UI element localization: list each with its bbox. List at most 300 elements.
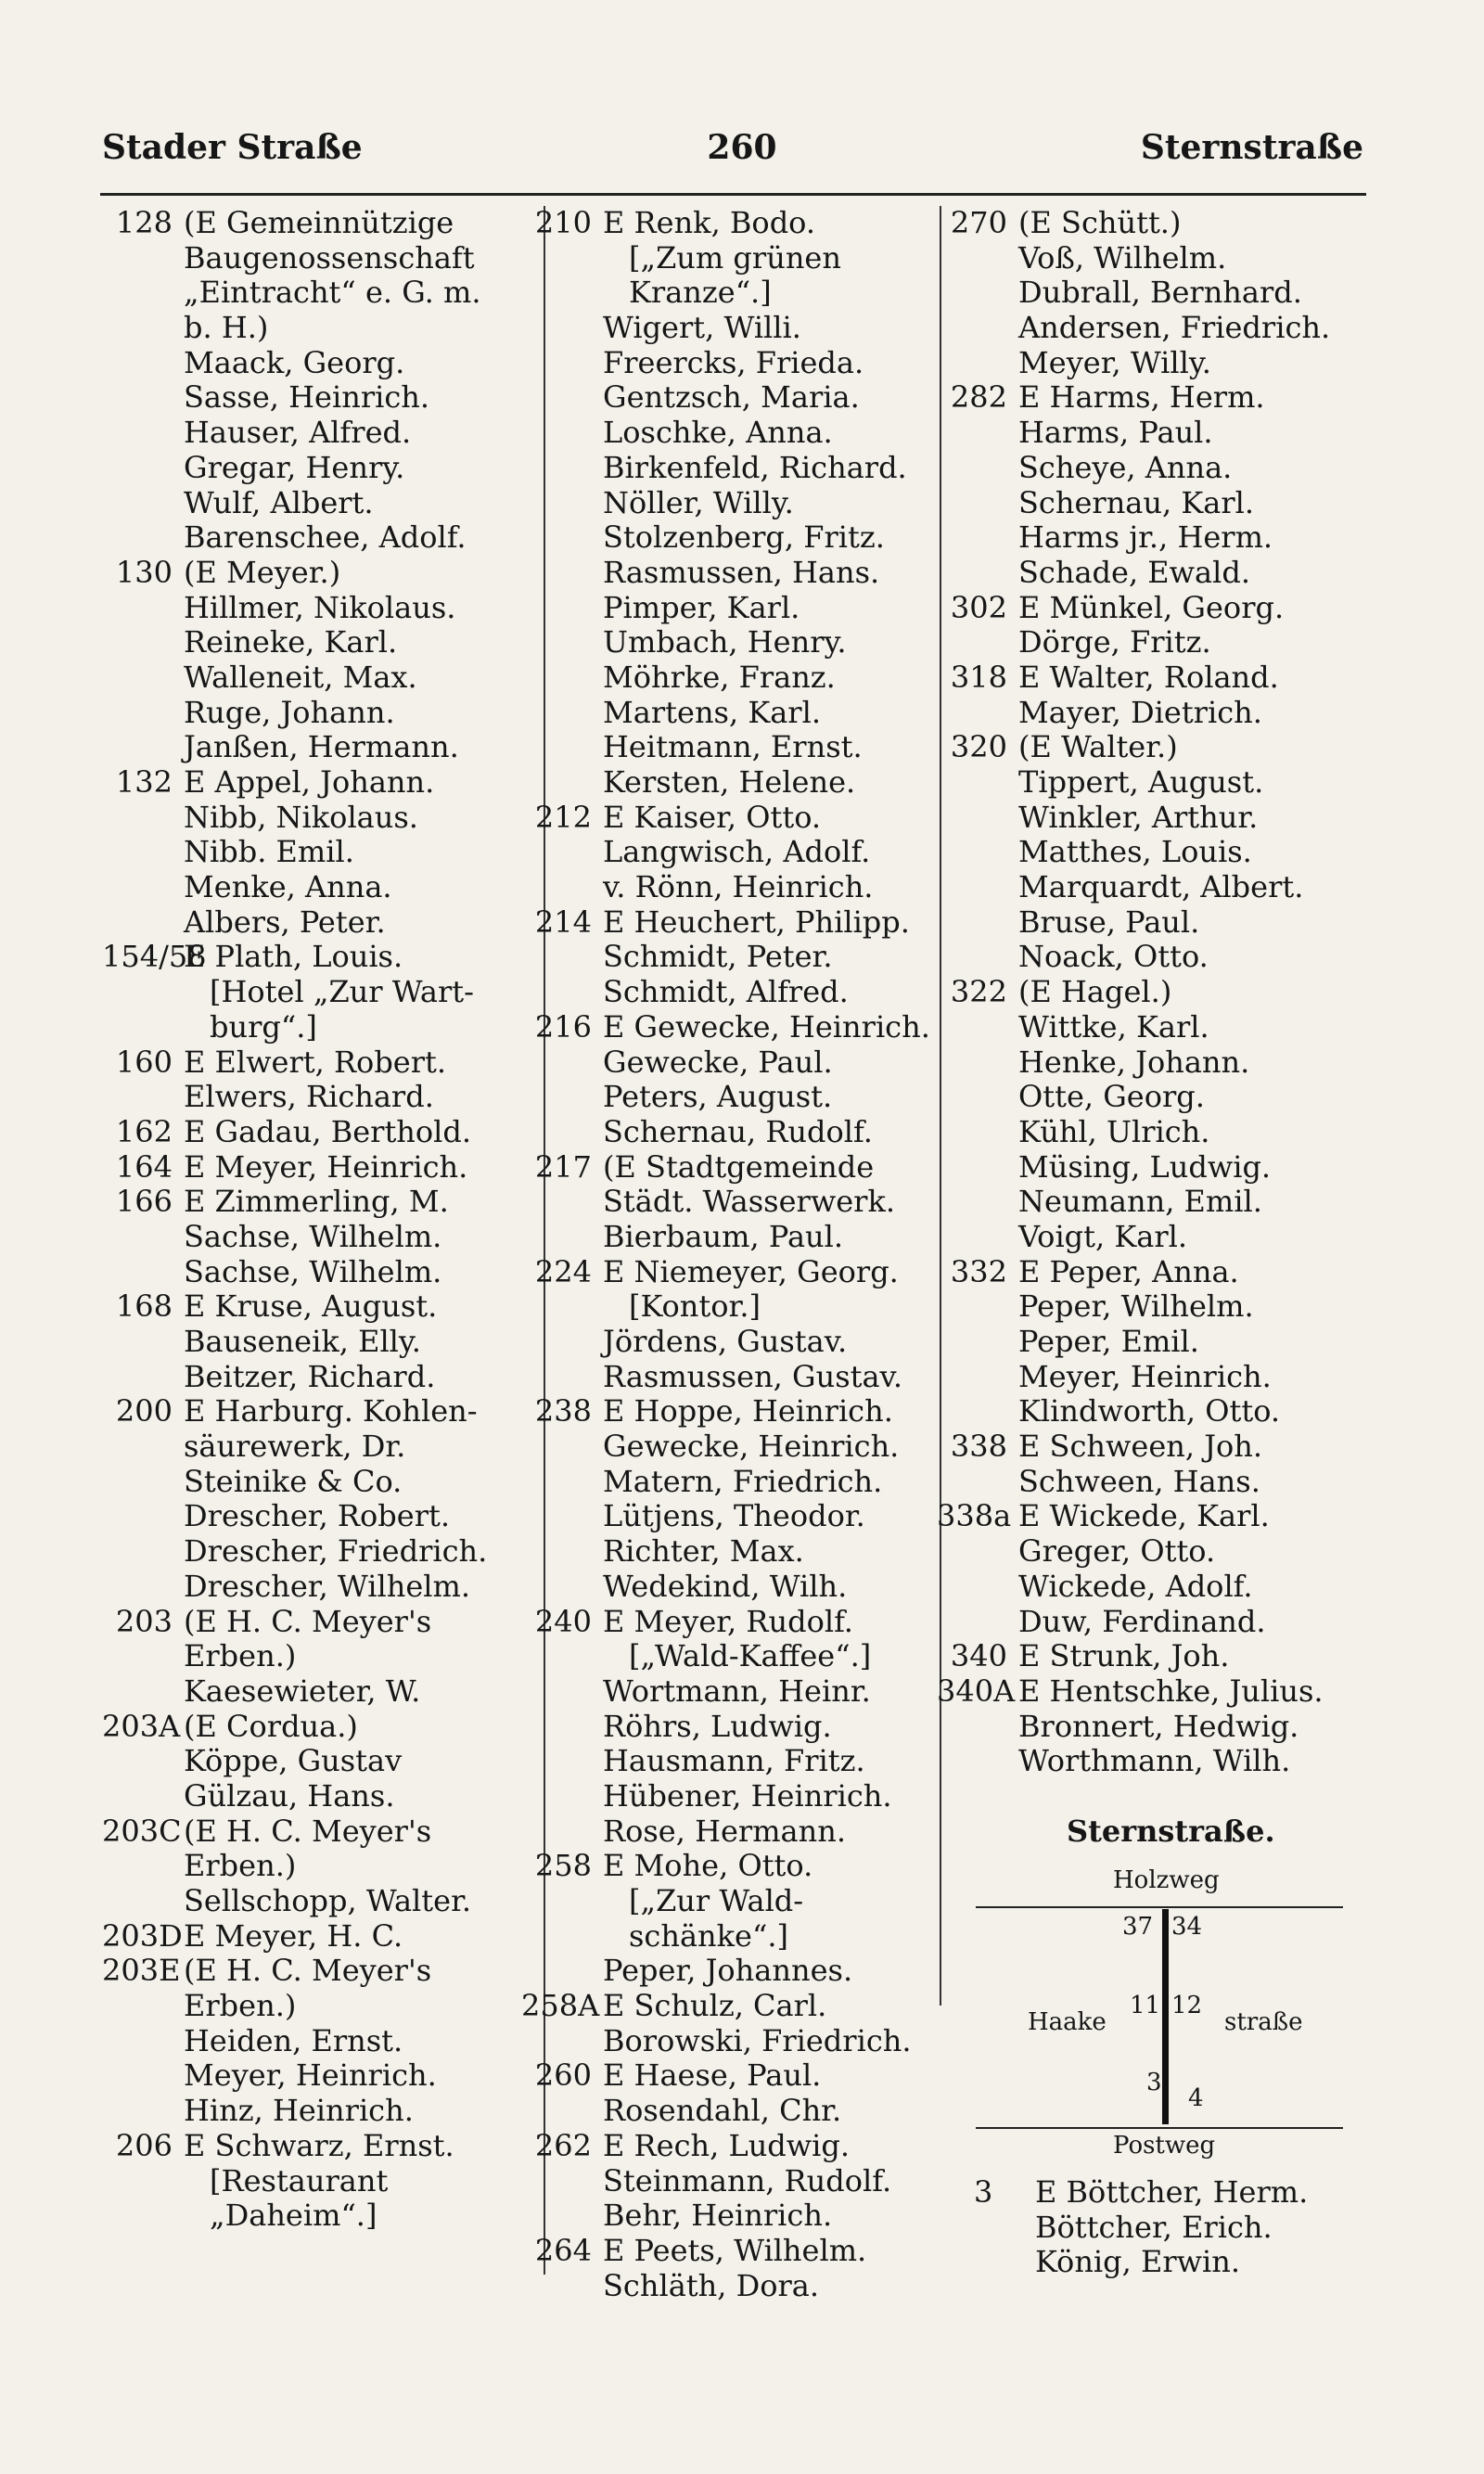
directory-line: [521, 1150, 939, 1186]
house-number: 200: [115, 1393, 173, 1429]
map-cross-right: straße: [1224, 2008, 1303, 2036]
house-number: 216: [534, 1008, 592, 1045]
entry-text: (E H. C. Meyer's: [184, 1813, 432, 1849]
directory-line: [521, 1115, 939, 1150]
entry-text: Drescher, Wilhelm.: [184, 1568, 470, 1604]
entry-text: Pimper, Karl.: [603, 589, 800, 625]
directory-line: [937, 765, 1373, 801]
directory-line: [102, 1429, 538, 1465]
directory-line: [937, 206, 1373, 241]
entry-text: Henke, Johann.: [1018, 1044, 1250, 1080]
directory-line: [521, 835, 939, 870]
directory-line: [102, 1115, 538, 1150]
house-number: 322: [950, 974, 1007, 1010]
directory-line: [102, 241, 538, 276]
directory-line: [974, 2175, 1308, 2211]
entry-text: Rosendahl, Chr.: [603, 2093, 842, 2129]
entry-text: Jördens, Gustav.: [603, 1324, 848, 1359]
entry-text: Langwisch, Adolf.: [603, 834, 871, 870]
directory-line: [102, 1674, 538, 1710]
entry-text: Baugenossenschaft: [184, 239, 475, 276]
directory-line: [937, 520, 1373, 556]
entry-text: Heiden, Ernst.: [184, 2022, 403, 2058]
entry-text: Birkenfeld, Richard.: [603, 449, 907, 485]
entry-text: Klindworth, Otto.: [1018, 1393, 1281, 1429]
directory-line: [102, 1045, 538, 1081]
directory-line: [521, 2024, 939, 2059]
entry-text: [„Zum grünen: [629, 239, 841, 276]
entry-text: Dubrall, Bernhard.: [1018, 275, 1302, 311]
entry-text: Sellschopp, Walter.: [184, 1883, 472, 1918]
house-number: 210: [534, 205, 592, 240]
directory-line: [521, 1429, 939, 1465]
directory-line: [521, 1289, 939, 1325]
directory-line: [521, 591, 939, 626]
entry-text: Matern, Friedrich.: [603, 1463, 883, 1499]
map-top-line: [976, 1906, 1343, 1908]
sternstrasse-entries: [974, 2175, 1308, 2280]
directory-line: [521, 1605, 939, 1640]
entry-text: Nibb, Nikolaus.: [184, 799, 418, 835]
directory-line: [937, 1570, 1373, 1605]
directory-line: [102, 1605, 538, 1640]
directory-line: [102, 2094, 538, 2129]
entry-text: Marquardt, Albert.: [1018, 869, 1304, 905]
entry-text: Schernau, Rudolf.: [603, 1113, 873, 1149]
entry-text: Städt. Wasserwerk.: [603, 1184, 895, 1220]
entry-text: Harms jr., Herm.: [1018, 519, 1273, 556]
directory-line: [521, 1954, 939, 1989]
entry-text: Nöller, Willy.: [603, 484, 794, 520]
entry-text: Peper, Emil.: [1018, 1324, 1199, 1359]
entry-text: E Strunk, Joh.: [1018, 1638, 1230, 1674]
entry-text: Drescher, Friedrich.: [184, 1533, 488, 1570]
entry-text: E Harms, Herm.: [1018, 379, 1265, 416]
entry-text: [„Zur Wald-: [629, 1883, 804, 1918]
entry-text: (E Cordua.): [184, 1708, 358, 1744]
directory-line: [102, 1325, 538, 1360]
entry-text: Gentzsch, Maria.: [603, 379, 860, 416]
directory-line: [521, 380, 939, 416]
entry-text: Neumann, Emil.: [1018, 1184, 1262, 1220]
entry-text: Wulf, Albert.: [184, 484, 374, 520]
directory-line: [937, 1185, 1373, 1220]
entry-text: E Zimmerling, M.: [184, 1184, 449, 1220]
entry-text: Erben.): [184, 1988, 297, 2024]
directory-line: [521, 1360, 939, 1395]
house-number: 128: [115, 205, 173, 240]
directory-line: [937, 940, 1373, 975]
directory-line: [102, 975, 538, 1010]
map-bottom-line: [976, 2127, 1343, 2129]
directory-line: [102, 486, 538, 521]
directory-line: [937, 1639, 1373, 1674]
entry-text: Wortmann, Heinr.: [603, 1673, 871, 1709]
directory-line: [974, 2211, 1308, 2246]
house-number: 162: [115, 1113, 173, 1149]
entry-text: E Schween, Joh.: [1018, 1429, 1263, 1465]
house-number: 320: [950, 729, 1007, 765]
directory-line: [102, 1465, 538, 1500]
directory-line: [521, 2269, 939, 2304]
house-number: 217: [534, 1148, 592, 1185]
directory-line: [521, 206, 939, 241]
directory-line: [521, 1849, 939, 1884]
entry-text: Voigt, Karl.: [1018, 1218, 1188, 1254]
entry-text: Hauser, Alfred.: [184, 415, 412, 451]
house-number: 302: [950, 589, 1007, 625]
directory-line: [521, 696, 939, 731]
directory-line: [521, 801, 939, 836]
directory-line: [521, 1814, 939, 1850]
running-head-left: Stader Straße: [102, 128, 363, 167]
entry-text: „Eintracht“ e. G. m.: [184, 275, 481, 311]
directory-line: [937, 1710, 1373, 1745]
section-title: Sternstraße.: [1067, 1814, 1275, 1849]
directory-line: [937, 905, 1373, 941]
entry-text: E Münkel, Georg.: [1018, 589, 1285, 625]
entry-text: Richter, Max.: [603, 1533, 804, 1570]
house-number: 203E: [102, 1953, 181, 1989]
entry-text: Sasse, Heinrich.: [184, 379, 430, 416]
directory-line: [937, 556, 1373, 591]
directory-line: [937, 1465, 1373, 1500]
directory-line: [937, 1045, 1373, 1081]
directory-line: [521, 416, 939, 451]
directory-line: [521, 2094, 939, 2129]
directory-line: [102, 2058, 538, 2094]
entry-text: (E H. C. Meyer's: [184, 1953, 432, 1989]
entry-text: Schernau, Karl.: [1018, 484, 1255, 520]
entry-text: E Mohe, Otto.: [603, 1848, 813, 1884]
entry-text: (E Hagel.): [1018, 974, 1172, 1010]
house-number: 160: [115, 1044, 173, 1080]
directory-line: [521, 1255, 939, 1290]
entry-text: Maack, Georg.: [184, 344, 405, 380]
entry-text: Meyer, Willy.: [1018, 344, 1211, 380]
entry-text: E Rech, Ludwig.: [603, 2127, 851, 2163]
directory-line: [102, 1710, 538, 1745]
directory-line: [937, 591, 1373, 626]
map-number: 37: [1122, 1913, 1154, 1941]
directory-line: [521, 1045, 939, 1081]
entry-text: Hübener, Heinrich.: [603, 1777, 892, 1814]
directory-line: [521, 1010, 939, 1045]
directory-line: [521, 660, 939, 696]
entry-text: Schween, Hans.: [1018, 1463, 1260, 1499]
directory-line: [521, 1744, 939, 1779]
directory-line: [102, 905, 538, 941]
directory-line: [521, 1674, 939, 1710]
directory-line: [937, 696, 1373, 731]
directory-line: [102, 765, 538, 801]
column-2: [521, 206, 939, 2303]
map-number: 3: [1146, 2069, 1162, 2096]
directory-line: [937, 311, 1373, 346]
directory-line: [521, 2058, 939, 2094]
directory-line: [102, 2198, 538, 2234]
entry-text: E Hentschke, Julius.: [1018, 1673, 1324, 1709]
directory-line: [937, 1289, 1373, 1325]
directory-line: [937, 1150, 1373, 1186]
entry-text: Ruge, Johann.: [184, 694, 395, 730]
directory-line: [102, 1744, 538, 1779]
entry-text: Kersten, Helene.: [603, 764, 856, 800]
entry-text: Hinz, Heinrich.: [184, 2093, 414, 2129]
entry-text: Walleneit, Max.: [184, 659, 417, 695]
directory-line: [102, 1080, 538, 1115]
directory-line: [102, 2024, 538, 2059]
house-number: 164: [115, 1148, 173, 1185]
directory-line: [102, 1570, 538, 1605]
house-number: 264: [534, 2232, 592, 2268]
entry-text: Erben.): [184, 1638, 297, 1674]
directory-line: [521, 2164, 939, 2199]
directory-line: [937, 975, 1373, 1010]
entry-text: Peters, August.: [603, 1079, 833, 1115]
directory-line: [521, 2129, 939, 2164]
house-number: 258A: [521, 1988, 600, 2024]
entry-text: (E H. C. Meyer's: [184, 1603, 432, 1639]
entry-text: E Plath, Louis.: [184, 939, 403, 975]
directory-line: [521, 730, 939, 765]
map-cross-left: Haake: [1028, 2008, 1107, 2036]
directory-line: [521, 1710, 939, 1745]
house-number: 154/58: [102, 939, 207, 975]
entry-text: [Hotel „Zur Wart-: [210, 974, 474, 1010]
entry-text: Behr, Heinrich.: [603, 2198, 833, 2234]
directory-line: [521, 1534, 939, 1570]
directory-line: [521, 940, 939, 975]
directory-line: [102, 1499, 538, 1534]
directory-line: [521, 1325, 939, 1360]
entry-text: Röhrs, Ludwig.: [603, 1708, 832, 1744]
entry-text: E Meyer, Heinrich.: [184, 1148, 468, 1185]
entry-text: E Kaiser, Otto.: [603, 799, 822, 835]
entry-text: E Schwarz, Ernst.: [184, 2127, 454, 2163]
entry-text: [„Wald-Kaffee“.]: [629, 1638, 872, 1674]
entry-text: E Peper, Anna.: [1018, 1253, 1239, 1289]
directory-line: [521, 2234, 939, 2269]
entry-text: Worthmann, Wilh.: [1018, 1743, 1291, 1779]
directory-line: [102, 346, 538, 381]
directory-line: [102, 1534, 538, 1570]
directory-line: [937, 1360, 1373, 1395]
directory-line: [937, 1010, 1373, 1045]
entry-text: Bierbaum, Paul.: [603, 1218, 844, 1254]
header-rule: [100, 193, 1366, 196]
entry-text: Wedekind, Wilh.: [603, 1568, 848, 1604]
directory-line: [937, 1394, 1373, 1429]
entry-text: Köppe, Gustav: [184, 1743, 403, 1779]
directory-line: [521, 1884, 939, 1919]
entry-text: Andersen, Friedrich.: [1018, 310, 1331, 346]
entry-text: Winkler, Arthur.: [1018, 799, 1259, 835]
entry-text: Menke, Anna.: [184, 869, 392, 905]
entry-text: Rose, Hermann.: [603, 1813, 847, 1849]
directory-line: [521, 2198, 939, 2234]
entry-text: Gewecke, Paul.: [603, 1044, 833, 1080]
entry-text: Wickede, Adolf.: [1018, 1568, 1253, 1604]
directory-line: [937, 870, 1373, 905]
entry-text: Kranze“.]: [629, 275, 772, 311]
entry-text: „Daheim“.]: [210, 2198, 377, 2234]
directory-line: [937, 1605, 1373, 1640]
map-bottom-road: Postweg: [1113, 2132, 1216, 2160]
entry-text: Gregar, Henry.: [184, 449, 405, 485]
entry-text: Steinike & Co.: [184, 1463, 403, 1499]
entry-text: Bronnert, Hedwig.: [1018, 1708, 1299, 1744]
entry-text: Sachse, Wilhelm.: [184, 1253, 442, 1289]
directory-line: [937, 1080, 1373, 1115]
directory-line: [102, 1394, 538, 1429]
entry-text: Matthes, Louis.: [1018, 834, 1252, 870]
house-number: 168: [115, 1288, 173, 1325]
directory-line: [521, 905, 939, 941]
entry-text: E Harburg. Kohlen-: [184, 1393, 478, 1429]
entry-text: (E Gemeinnützige: [184, 205, 454, 240]
directory-line: [937, 1499, 1373, 1534]
house-number: 203D: [102, 1917, 183, 1954]
entry-text: Rasmussen, Gustav.: [603, 1358, 902, 1394]
house-number: 262: [534, 2127, 592, 2163]
directory-line: [521, 625, 939, 660]
entry-text: Meyer, Heinrich.: [184, 2057, 437, 2094]
page-header: [0, 128, 1484, 174]
house-number: 214: [534, 904, 592, 940]
directory-line: [102, 1884, 538, 1919]
directory-line: [521, 241, 939, 276]
entry-text: Drescher, Robert.: [184, 1498, 451, 1534]
directory-line: [521, 1989, 939, 2024]
directory-line: [974, 2245, 1308, 2280]
entry-text: E Haese, Paul.: [603, 2057, 822, 2094]
entry-text: Müsing, Ludwig.: [1018, 1148, 1272, 1185]
entry-text: E Gewecke, Heinrich.: [603, 1008, 930, 1045]
directory-line: [937, 1220, 1373, 1255]
entry-text: (E Walter.): [1018, 729, 1178, 765]
entry-text: [Restaurant: [210, 2162, 389, 2198]
entry-text: Schläth, Dora.: [603, 2267, 820, 2303]
map-street-bar: [1162, 1909, 1169, 2124]
directory-line: [521, 1499, 939, 1534]
directory-line: [102, 520, 538, 556]
entry-text: Peper, Wilhelm.: [1018, 1288, 1254, 1325]
entry-text: Möhrke, Franz.: [603, 659, 836, 695]
entry-text: Scheye, Anna.: [1018, 449, 1233, 485]
directory-line: [937, 486, 1373, 521]
directory-line: [102, 1954, 538, 1989]
column-3: [937, 206, 1373, 1779]
directory-line: [937, 380, 1373, 416]
directory-line: [521, 486, 939, 521]
entry-text: Erben.): [184, 1848, 297, 1884]
entry-text: Gewecke, Heinrich.: [603, 1429, 900, 1465]
entry-text: E Peets, Wilhelm.: [603, 2232, 867, 2268]
directory-line: [521, 1779, 939, 1814]
entry-text: Beitzer, Richard.: [184, 1358, 436, 1394]
directory-line: [102, 1150, 538, 1186]
house-number: 340: [950, 1638, 1007, 1674]
entry-text: Albers, Peter.: [184, 904, 386, 940]
house-number: 203: [115, 1603, 173, 1639]
directory-line: [102, 1220, 538, 1255]
directory-line: [937, 346, 1373, 381]
column-1: [102, 206, 538, 2234]
entry-text: Reineke, Karl.: [184, 624, 398, 660]
page-number: 260: [707, 128, 777, 167]
entry-text: E Schulz, Carl.: [603, 1988, 827, 2024]
entry-text: [Kontor.]: [629, 1288, 761, 1325]
directory-line: [102, 380, 538, 416]
entry-text: E Renk, Bodo.: [603, 205, 816, 240]
entry-text: Barenschee, Adolf.: [184, 519, 467, 556]
directory-line: [521, 975, 939, 1010]
entry-text: König, Erwin.: [1035, 2244, 1241, 2280]
entry-text: E Heuchert, Philipp.: [603, 904, 910, 940]
directory-line: [102, 730, 538, 765]
entry-text: burg“.]: [210, 1008, 317, 1045]
directory-line: [102, 696, 538, 731]
running-head-right: Sternstraße: [1140, 128, 1363, 167]
directory-line: [937, 416, 1373, 451]
directory-line: [937, 1115, 1373, 1150]
directory-line: [102, 1360, 538, 1395]
entry-text: Heitmann, Ernst.: [603, 729, 863, 765]
entry-text: Sachse, Wilhelm.: [184, 1218, 442, 1254]
directory-line: [521, 556, 939, 591]
house-number: 258: [534, 1848, 592, 1884]
entry-text: (E Meyer.): [184, 554, 341, 590]
directory-line: [102, 1849, 538, 1884]
map-number: 11: [1130, 1992, 1161, 2019]
directory-line: [937, 1325, 1373, 1360]
directory-line: [102, 1185, 538, 1220]
directory-line: [521, 1919, 939, 1955]
entry-text: E Niemeyer, Georg.: [603, 1253, 899, 1289]
directory-line: [521, 520, 939, 556]
house-number: 203A: [102, 1708, 181, 1744]
entry-text: b. H.): [184, 310, 269, 346]
directory-line: [937, 660, 1373, 696]
directory-line: [102, 416, 538, 451]
entry-text: Elwers, Richard.: [184, 1079, 434, 1115]
house-number: 338a: [937, 1498, 1012, 1534]
directory-line: [102, 625, 538, 660]
entry-text: Borowski, Friedrich.: [603, 2022, 912, 2058]
directory-line: [937, 1429, 1373, 1465]
house-number: 270: [950, 205, 1007, 240]
entry-text: Hillmer, Nikolaus.: [184, 589, 456, 625]
directory-line: [102, 1814, 538, 1850]
directory-line: [102, 1989, 538, 2024]
entry-text: Lütjens, Theodor.: [603, 1498, 865, 1534]
map-number: 4: [1188, 2084, 1204, 2112]
directory-line: [521, 870, 939, 905]
entry-text: Wittke, Karl.: [1018, 1008, 1209, 1045]
entry-text: Peper, Johannes.: [603, 1953, 853, 1989]
directory-line: [937, 625, 1373, 660]
entry-text: Nibb. Emil.: [184, 834, 354, 870]
entry-text: Bruse, Paul.: [1018, 904, 1200, 940]
directory-line: [521, 1220, 939, 1255]
entry-text: Loschke, Anna.: [603, 415, 833, 451]
house-number: 212: [534, 799, 592, 835]
entry-text: Otte, Georg.: [1018, 1079, 1205, 1115]
entry-text: Schmidt, Alfred.: [603, 974, 849, 1010]
entry-text: (E Schütt.): [1018, 205, 1182, 240]
house-number: 282: [950, 379, 1007, 416]
